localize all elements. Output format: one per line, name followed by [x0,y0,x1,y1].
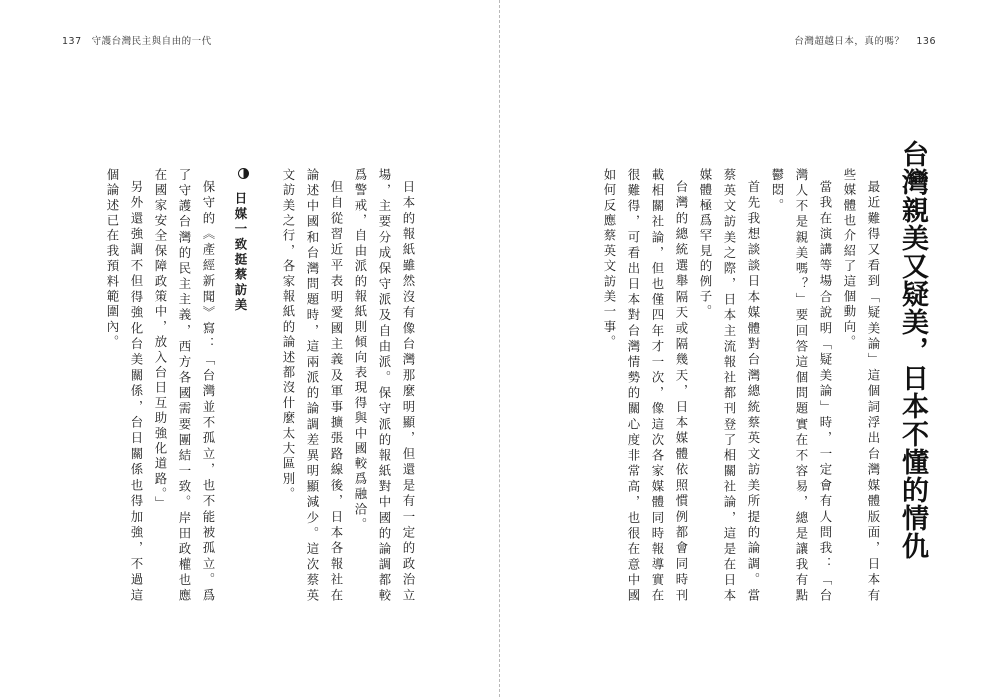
gutter-fold-line [499,0,500,697]
chapter-title: 台灣親美又疑美，日本不懂的情仇 [897,140,928,560]
right-running-head: 台灣超越日本，真的嗎？ [794,36,905,47]
section-heading-text: 日媒一致挺蔡訪美 [233,191,248,314]
left-running-header [62,33,212,47]
left-paragraph-2: 但自從習近平表明愛國主義及軍事擴張路線後，日本各報社在論述中國和台灣問題時，這兩派的論調差異明顯減少。這次蔡英文訪美之行，各家報紙的論述都沒什麼太大區別。 [281,168,344,604]
left-running-head: 守護台灣民主與自由的一代 [91,36,212,47]
right-body-text [597,168,885,604]
right-paragraph-3: 首先我想談談日本媒體對台灣總統蔡英文訪美所提的論調。當蔡英文訪美之際，日本主流報社都刊登了相關社論，這是在日本媒體極爲罕見的例子。 [698,168,761,604]
section-heading [228,168,252,604]
right-paragraph-2: 當我在演講等場合說明「疑美論」時，一定會有人問我：「台灣人不是親美嗎？」要回答這個問題實在不容易，總是讓我有點鬱悶。 [770,168,833,604]
left-paragraph-3: 保守的《產經新聞》寫：「台灣並不孤立，也不能被孤立。爲了守護台灣的民主主義，西方各國需要團結一致。岸田政權也應在國家安全保障政策中，放入台日互助強化道路。」 [153,168,216,604]
left-page-number: 137 [62,36,82,47]
left-body-text [100,168,420,604]
right-running-header [794,33,936,47]
right-paragraph-4: 台灣的總統選舉隔天或隔幾天，日本媒體依照慣例都會同時刊載相關社論，但也僅四年才一次，像這次各家媒體同時報導實在很難得，可看出日本對台灣情勢的關心度非常高，也很在意中國如何反應蔡英文訪美一事。 [602,168,689,604]
right-paragraph-1: 最近難得又看到「疑美論」這個詞浮出台灣媒體版面，日本有些媒體也介紹了這個動向。 [842,168,881,604]
right-page-number: 136 [916,36,936,47]
section-gap [252,168,276,192]
left-paragraph-1: 日本的報紙雖然沒有像台灣那麼明顯，但還是有一定的政治立場，主要分成保守派及自由派。保守派的報紙對中國的論調都較爲警戒，自由派的報紙則傾向表現得與中國較爲融洽。 [353,168,416,604]
section-gap-2 [220,168,228,192]
left-page [0,0,499,697]
half-circle-bullet-icon [238,168,249,179]
left-paragraph-4: 另外還強調不但得強化台美關係，台日關係也得加強，不過這個論述已在我預料範圍內。 [105,168,144,604]
